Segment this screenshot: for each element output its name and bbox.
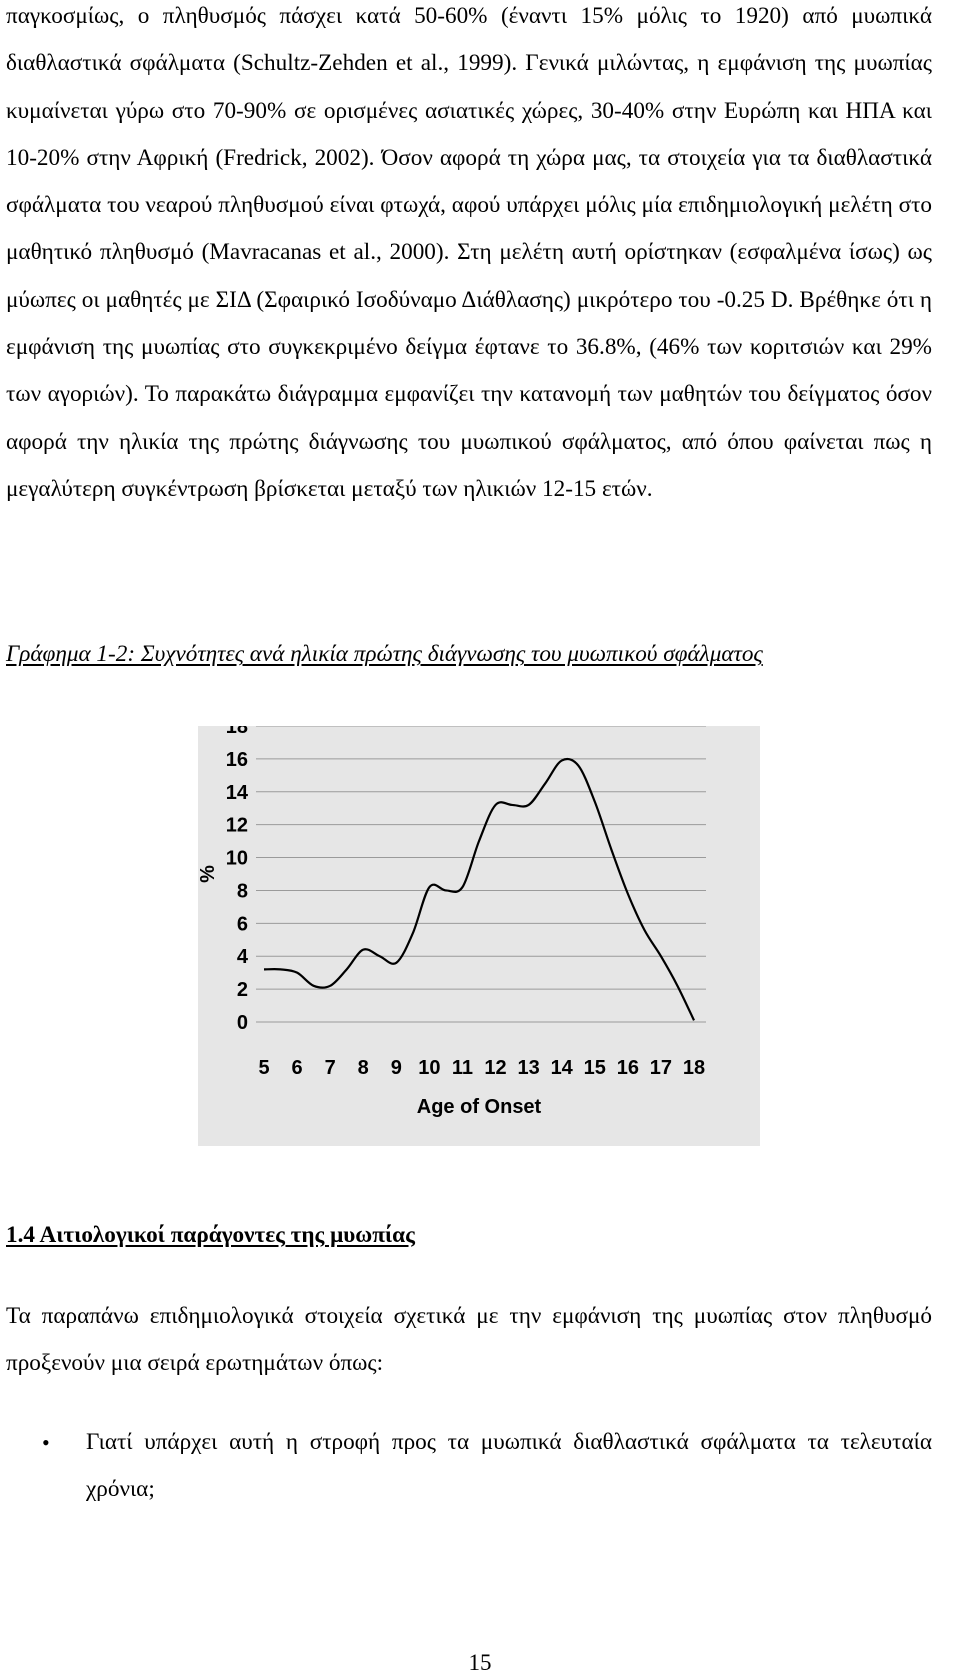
y-tick-label: 4 xyxy=(236,946,248,969)
x-tick-label: 17 xyxy=(649,1057,673,1079)
age-of-onset-chart xyxy=(198,726,760,1176)
question-list xyxy=(0,1419,932,1514)
list-item-text: Γιατί υπάρχει αυτή η στροφή προς τα μυωπικά διαθλαστικά σφάλματα τα τελευταία χρόνια; xyxy=(86,1429,932,1503)
bullet-icon: • xyxy=(42,1430,50,1455)
x-tick-label: 5 xyxy=(258,1057,270,1079)
y-tick-label: 16 xyxy=(225,748,248,771)
y-tick-label: 0 xyxy=(236,1012,248,1034)
y-tick-label: 14 xyxy=(225,781,248,804)
y-tick-label: 8 xyxy=(236,880,248,903)
x-tick-label: 18 xyxy=(682,1057,706,1079)
y-tick-label: 6 xyxy=(236,913,248,936)
x-tick-label: 10 xyxy=(418,1057,441,1079)
y-tick-label: 2 xyxy=(236,979,248,1002)
y-tick-label: 18 xyxy=(225,726,248,738)
section-heading: 1.4 Αιτιολογικοί παράγοντες της μυωπίας xyxy=(6,1222,415,1248)
list-item xyxy=(0,1419,932,1514)
page-number: 15 xyxy=(468,1650,492,1675)
x-tick-label: 8 xyxy=(357,1057,369,1079)
x-tick-label: 6 xyxy=(291,1057,303,1079)
x-tick-label: 16 xyxy=(616,1057,639,1079)
x-tick-label: 15 xyxy=(583,1057,606,1079)
chart-svg xyxy=(198,726,760,1176)
body-paragraph-2: Τα παραπάνω επιδημιολογικά στοιχεία σχετικά με την εμφάνιση της μυωπίας στον πληθυσμό προξενούν μια σειρά ερωτημάτων όπως: xyxy=(6,1303,932,1377)
body-paragraph: παγκοσμίως, ο πληθυσμός πάσχει κατά 50-60% (έναντι 15% μόλις το 1920) από μυωπικά διαθλαστικά σφάλματα (Schultz-Zehden et al., 1999). Γενικά μιλώντας, η εμφάνιση της μυωπίας κυμαίνεται γύρω στο 70-90% σε ορισμένες ασιατικές χώρες, 30-40% στην Ευρώπη και ΗΠΑ και 10-20% στην Αφρική (Fredrick, 2002). Όσον αφορά τη χώρα μας, τα στοιχεία για τα διαθλαστικά σφάλματα του νεαρού πληθυσμού είναι φτωχά, αφού υπάρχει μόλις μία επιδημιολογική μελέτη στο μαθητικό πληθυσμό (Mavracanas et al., 2000). Στη μελέτη αυτή ορίστηκαν (εσφαλμένα ίσως) ως μύωπες οι μαθητές με ΣΙΔ (Σφαιρικό Ισοδύναμο Διάθλασης) μικρότερο του -0.25 D. Βρέθηκε ότι η εμφάνιση της μυωπίας στο συγκεκριμένο δείγμα έφτανε το 36.8%, (46% των κοριτσιών και 29% των αγοριών). Το παρακάτω διάγραμμα εμφανίζει την κατανομή των μαθητών του δείγματος όσον αφορά την ηλικία της πρώτης διάγνωσης του μυωπικού σφάλματος, από όπου φαίνεται πως η μεγαλύτερη συγκέντρωση βρίσκεται μεταξύ των ηλικιών 12-15 ετών. xyxy=(6,3,932,502)
x-tick-label: 13 xyxy=(517,1057,540,1079)
y-tick-label: 12 xyxy=(225,814,248,837)
figure-caption: Γράφημα 1-2: Συχνότητες ανά ηλικία πρώτης διάγνωσης του μυωπικού σφάλματος xyxy=(6,641,763,667)
x-tick-label: 9 xyxy=(390,1057,402,1079)
x-tick-label: 14 xyxy=(550,1057,573,1079)
y-tick-label: 10 xyxy=(225,847,248,870)
x-axis-label: Age of Onset xyxy=(416,1096,542,1118)
x-tick-label: 11 xyxy=(451,1057,474,1079)
x-tick-label: 7 xyxy=(324,1057,336,1079)
x-tick-label: 12 xyxy=(484,1057,507,1079)
plot-background xyxy=(198,726,760,1146)
y-axis-label: % xyxy=(198,865,219,883)
